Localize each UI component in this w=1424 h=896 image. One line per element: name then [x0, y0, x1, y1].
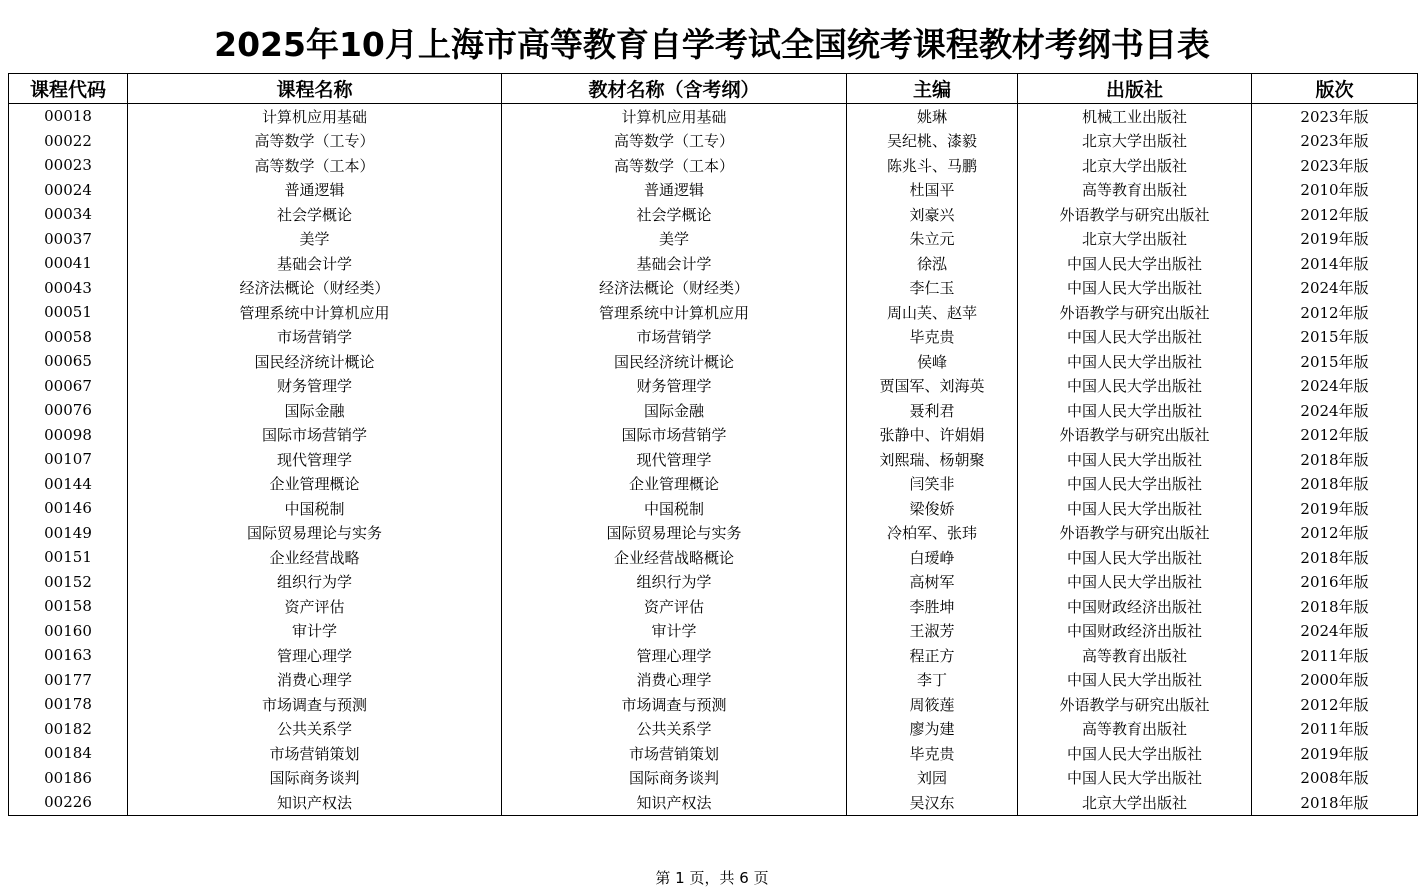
cell-course-name: 管理系统中计算机应用 [128, 300, 502, 325]
cell-publisher: 中国人民大学出版社 [1018, 374, 1252, 399]
table-row [9, 398, 1418, 423]
cell-editor: 张静中、许娟娟 [847, 423, 1018, 448]
table-row [9, 153, 1418, 178]
cell-editor: 贾国军、刘海英 [847, 374, 1018, 399]
cell-textbook-name: 市场调查与预测 [502, 692, 847, 717]
cell-textbook-name: 基础会计学 [502, 251, 847, 276]
cell-course-code: 00152 [9, 570, 128, 595]
cell-publisher: 高等教育出版社 [1018, 643, 1252, 668]
cell-publisher: 北京大学出版社 [1018, 129, 1252, 154]
cell-edition: 2018年版 [1252, 790, 1418, 815]
table-row [9, 472, 1418, 497]
header-edition: 版次 [1252, 74, 1418, 104]
table-row [9, 545, 1418, 570]
cell-publisher: 中国人民大学出版社 [1018, 766, 1252, 791]
cell-course-name: 知识产权法 [128, 790, 502, 815]
cell-course-code: 00051 [9, 300, 128, 325]
cell-publisher: 中国人民大学出版社 [1018, 545, 1252, 570]
cell-textbook-name: 市场营销学 [502, 325, 847, 350]
cell-editor: 高树军 [847, 570, 1018, 595]
cell-course-code: 00186 [9, 766, 128, 791]
cell-course-code: 00158 [9, 594, 128, 619]
cell-publisher: 中国人民大学出版社 [1018, 570, 1252, 595]
table-row [9, 668, 1418, 693]
cell-course-name: 管理心理学 [128, 643, 502, 668]
cell-textbook-name: 国际金融 [502, 398, 847, 423]
cell-edition: 2019年版 [1252, 741, 1418, 766]
cell-course-code: 00067 [9, 374, 128, 399]
cell-edition: 2019年版 [1252, 227, 1418, 252]
cell-editor: 李丁 [847, 668, 1018, 693]
cell-course-code: 00043 [9, 276, 128, 301]
table-row [9, 521, 1418, 546]
cell-edition: 2008年版 [1252, 766, 1418, 791]
table-row [9, 423, 1418, 448]
table-row [9, 619, 1418, 644]
cell-course-name: 社会学概论 [128, 202, 502, 227]
cell-editor: 聂利君 [847, 398, 1018, 423]
cell-edition: 2018年版 [1252, 447, 1418, 472]
cell-publisher: 外语教学与研究出版社 [1018, 521, 1252, 546]
cell-course-name: 美学 [128, 227, 502, 252]
cell-editor: 刘豪兴 [847, 202, 1018, 227]
cell-course-code: 00184 [9, 741, 128, 766]
cell-course-code: 00076 [9, 398, 128, 423]
cell-textbook-name: 经济法概论（财经类） [502, 276, 847, 301]
cell-course-name: 现代管理学 [128, 447, 502, 472]
cell-course-name: 基础会计学 [128, 251, 502, 276]
table-row [9, 717, 1418, 742]
textbook-table-container [8, 73, 1417, 816]
cell-editor: 吴纪桃、漆毅 [847, 129, 1018, 154]
table-row [9, 496, 1418, 521]
cell-course-name: 经济法概论（财经类） [128, 276, 502, 301]
cell-edition: 2012年版 [1252, 423, 1418, 448]
cell-editor: 周筱莲 [847, 692, 1018, 717]
cell-textbook-name: 现代管理学 [502, 447, 847, 472]
cell-course-code: 00023 [9, 153, 128, 178]
table-row [9, 251, 1418, 276]
cell-course-name: 高等数学（工本） [128, 153, 502, 178]
cell-course-code: 00182 [9, 717, 128, 742]
table-row [9, 643, 1418, 668]
page-number-footer: 第 1 页，共 6 页 [655, 869, 769, 887]
cell-course-name: 消费心理学 [128, 668, 502, 693]
cell-course-code: 00018 [9, 104, 128, 129]
cell-edition: 2010年版 [1252, 178, 1418, 203]
cell-textbook-name: 国际市场营销学 [502, 423, 847, 448]
cell-publisher: 中国人民大学出版社 [1018, 472, 1252, 497]
cell-publisher: 北京大学出版社 [1018, 227, 1252, 252]
table-row [9, 570, 1418, 595]
table-row [9, 374, 1418, 399]
cell-textbook-name: 高等数学（工本） [502, 153, 847, 178]
cell-textbook-name: 市场营销策划 [502, 741, 847, 766]
cell-textbook-name: 计算机应用基础 [502, 104, 847, 129]
cell-edition: 2012年版 [1252, 202, 1418, 227]
cell-edition: 2011年版 [1252, 717, 1418, 742]
cell-course-code: 00024 [9, 178, 128, 203]
table-row [9, 790, 1418, 815]
header-course-name: 课程名称 [128, 74, 502, 104]
cell-textbook-name: 管理心理学 [502, 643, 847, 668]
cell-editor: 李胜坤 [847, 594, 1018, 619]
cell-course-name: 审计学 [128, 619, 502, 644]
cell-editor: 毕克贵 [847, 325, 1018, 350]
cell-course-name: 企业经营战略 [128, 545, 502, 570]
header-course-code: 课程代码 [9, 74, 128, 104]
table-row [9, 276, 1418, 301]
cell-publisher: 中国财政经济出版社 [1018, 619, 1252, 644]
cell-editor: 朱立元 [847, 227, 1018, 252]
table-row [9, 104, 1418, 129]
cell-editor: 吴汉东 [847, 790, 1018, 815]
cell-edition: 2000年版 [1252, 668, 1418, 693]
cell-course-name: 市场营销策划 [128, 741, 502, 766]
cell-course-code: 00151 [9, 545, 128, 570]
cell-edition: 2023年版 [1252, 153, 1418, 178]
cell-course-name: 高等数学（工专） [128, 129, 502, 154]
cell-publisher: 高等教育出版社 [1018, 178, 1252, 203]
cell-course-name: 资产评估 [128, 594, 502, 619]
cell-editor: 徐泓 [847, 251, 1018, 276]
cell-edition: 2023年版 [1252, 129, 1418, 154]
cell-course-name: 国民经济统计概论 [128, 349, 502, 374]
table-row [9, 766, 1418, 791]
cell-textbook-name: 中国税制 [502, 496, 847, 521]
cell-textbook-name: 公共关系学 [502, 717, 847, 742]
cell-textbook-name: 美学 [502, 227, 847, 252]
cell-editor: 李仁玉 [847, 276, 1018, 301]
cell-edition: 2015年版 [1252, 349, 1418, 374]
cell-textbook-name: 国际商务谈判 [502, 766, 847, 791]
cell-textbook-name: 审计学 [502, 619, 847, 644]
table-row [9, 178, 1418, 203]
cell-course-name: 企业管理概论 [128, 472, 502, 497]
cell-publisher: 中国人民大学出版社 [1018, 741, 1252, 766]
cell-edition: 2018年版 [1252, 594, 1418, 619]
table-row [9, 447, 1418, 472]
cell-edition: 2023年版 [1252, 104, 1418, 129]
cell-course-code: 00160 [9, 619, 128, 644]
table-row [9, 227, 1418, 252]
cell-course-name: 市场营销学 [128, 325, 502, 350]
cell-textbook-name: 普通逻辑 [502, 178, 847, 203]
cell-publisher: 外语教学与研究出版社 [1018, 202, 1252, 227]
cell-course-code: 00149 [9, 521, 128, 546]
cell-edition: 2024年版 [1252, 398, 1418, 423]
cell-publisher: 外语教学与研究出版社 [1018, 300, 1252, 325]
cell-course-code: 00037 [9, 227, 128, 252]
cell-course-code: 00034 [9, 202, 128, 227]
cell-edition: 2024年版 [1252, 374, 1418, 399]
table-body [9, 104, 1418, 816]
header-editor: 主编 [847, 74, 1018, 104]
page-title: 2025年10月上海市高等教育自学考试全国统考课程教材考纲书目表 [214, 25, 1210, 64]
cell-publisher: 中国财政经济出版社 [1018, 594, 1252, 619]
cell-course-code: 00098 [9, 423, 128, 448]
cell-textbook-name: 资产评估 [502, 594, 847, 619]
cell-textbook-name: 管理系统中计算机应用 [502, 300, 847, 325]
cell-editor: 廖为建 [847, 717, 1018, 742]
cell-editor: 梁俊娇 [847, 496, 1018, 521]
cell-editor: 杜国平 [847, 178, 1018, 203]
table-row [9, 594, 1418, 619]
cell-course-code: 00107 [9, 447, 128, 472]
cell-editor: 陈兆斗、马鹏 [847, 153, 1018, 178]
cell-publisher: 中国人民大学出版社 [1018, 496, 1252, 521]
cell-course-code: 00178 [9, 692, 128, 717]
cell-course-code: 00058 [9, 325, 128, 350]
cell-publisher: 中国人民大学出版社 [1018, 349, 1252, 374]
cell-course-name: 国际金融 [128, 398, 502, 423]
cell-course-name: 国际商务谈判 [128, 766, 502, 791]
cell-editor: 白瑷峥 [847, 545, 1018, 570]
cell-course-name: 公共关系学 [128, 717, 502, 742]
table-row [9, 349, 1418, 374]
cell-publisher: 高等教育出版社 [1018, 717, 1252, 742]
cell-textbook-name: 财务管理学 [502, 374, 847, 399]
cell-publisher: 中国人民大学出版社 [1018, 668, 1252, 693]
cell-editor: 刘园 [847, 766, 1018, 791]
cell-publisher: 北京大学出版社 [1018, 153, 1252, 178]
cell-edition: 2015年版 [1252, 325, 1418, 350]
cell-course-code: 00163 [9, 643, 128, 668]
cell-edition: 2019年版 [1252, 496, 1418, 521]
cell-textbook-name: 消费心理学 [502, 668, 847, 693]
cell-edition: 2011年版 [1252, 643, 1418, 668]
cell-course-name: 普通逻辑 [128, 178, 502, 203]
cell-course-name: 计算机应用基础 [128, 104, 502, 129]
cell-editor: 姚琳 [847, 104, 1018, 129]
cell-textbook-name: 社会学概论 [502, 202, 847, 227]
table-row [9, 692, 1418, 717]
cell-textbook-name: 企业管理概论 [502, 472, 847, 497]
cell-publisher: 中国人民大学出版社 [1018, 251, 1252, 276]
cell-publisher: 外语教学与研究出版社 [1018, 423, 1252, 448]
cell-course-code: 00022 [9, 129, 128, 154]
cell-edition: 2018年版 [1252, 545, 1418, 570]
textbook-table [8, 73, 1418, 816]
cell-editor: 毕克贵 [847, 741, 1018, 766]
cell-course-code: 00226 [9, 790, 128, 815]
cell-course-name: 组织行为学 [128, 570, 502, 595]
table-row [9, 129, 1418, 154]
cell-publisher: 中国人民大学出版社 [1018, 276, 1252, 301]
cell-publisher: 中国人民大学出版社 [1018, 447, 1252, 472]
table-row [9, 325, 1418, 350]
cell-publisher: 北京大学出版社 [1018, 790, 1252, 815]
cell-edition: 2012年版 [1252, 521, 1418, 546]
cell-edition: 2012年版 [1252, 300, 1418, 325]
cell-edition: 2024年版 [1252, 276, 1418, 301]
cell-editor: 王淑芳 [847, 619, 1018, 644]
cell-publisher: 中国人民大学出版社 [1018, 325, 1252, 350]
cell-edition: 2018年版 [1252, 472, 1418, 497]
cell-editor: 程正方 [847, 643, 1018, 668]
cell-textbook-name: 国民经济统计概论 [502, 349, 847, 374]
cell-editor: 周山芙、赵苹 [847, 300, 1018, 325]
table-row [9, 202, 1418, 227]
cell-course-name: 国际贸易理论与实务 [128, 521, 502, 546]
cell-course-name: 国际市场营销学 [128, 423, 502, 448]
cell-editor: 冷柏军、张玮 [847, 521, 1018, 546]
cell-textbook-name: 知识产权法 [502, 790, 847, 815]
cell-course-code: 00146 [9, 496, 128, 521]
table-row [9, 741, 1418, 766]
cell-editor: 刘熙瑞、杨朝聚 [847, 447, 1018, 472]
cell-textbook-name: 高等数学（工专） [502, 129, 847, 154]
cell-course-name: 财务管理学 [128, 374, 502, 399]
cell-editor: 闫笑非 [847, 472, 1018, 497]
table-row [9, 300, 1418, 325]
cell-textbook-name: 国际贸易理论与实务 [502, 521, 847, 546]
cell-course-name: 市场调查与预测 [128, 692, 502, 717]
header-textbook-name: 教材名称（含考纲） [502, 74, 847, 104]
table-header-row [9, 74, 1418, 104]
cell-textbook-name: 组织行为学 [502, 570, 847, 595]
cell-publisher: 外语教学与研究出版社 [1018, 692, 1252, 717]
cell-course-code: 00177 [9, 668, 128, 693]
cell-textbook-name: 企业经营战略概论 [502, 545, 847, 570]
cell-course-code: 00144 [9, 472, 128, 497]
cell-course-code: 00041 [9, 251, 128, 276]
cell-publisher: 机械工业出版社 [1018, 104, 1252, 129]
cell-edition: 2024年版 [1252, 619, 1418, 644]
cell-edition: 2014年版 [1252, 251, 1418, 276]
cell-editor: 侯峰 [847, 349, 1018, 374]
cell-publisher: 中国人民大学出版社 [1018, 398, 1252, 423]
cell-course-name: 中国税制 [128, 496, 502, 521]
header-publisher: 出版社 [1018, 74, 1252, 104]
cell-edition: 2012年版 [1252, 692, 1418, 717]
cell-edition: 2016年版 [1252, 570, 1418, 595]
cell-course-code: 00065 [9, 349, 128, 374]
